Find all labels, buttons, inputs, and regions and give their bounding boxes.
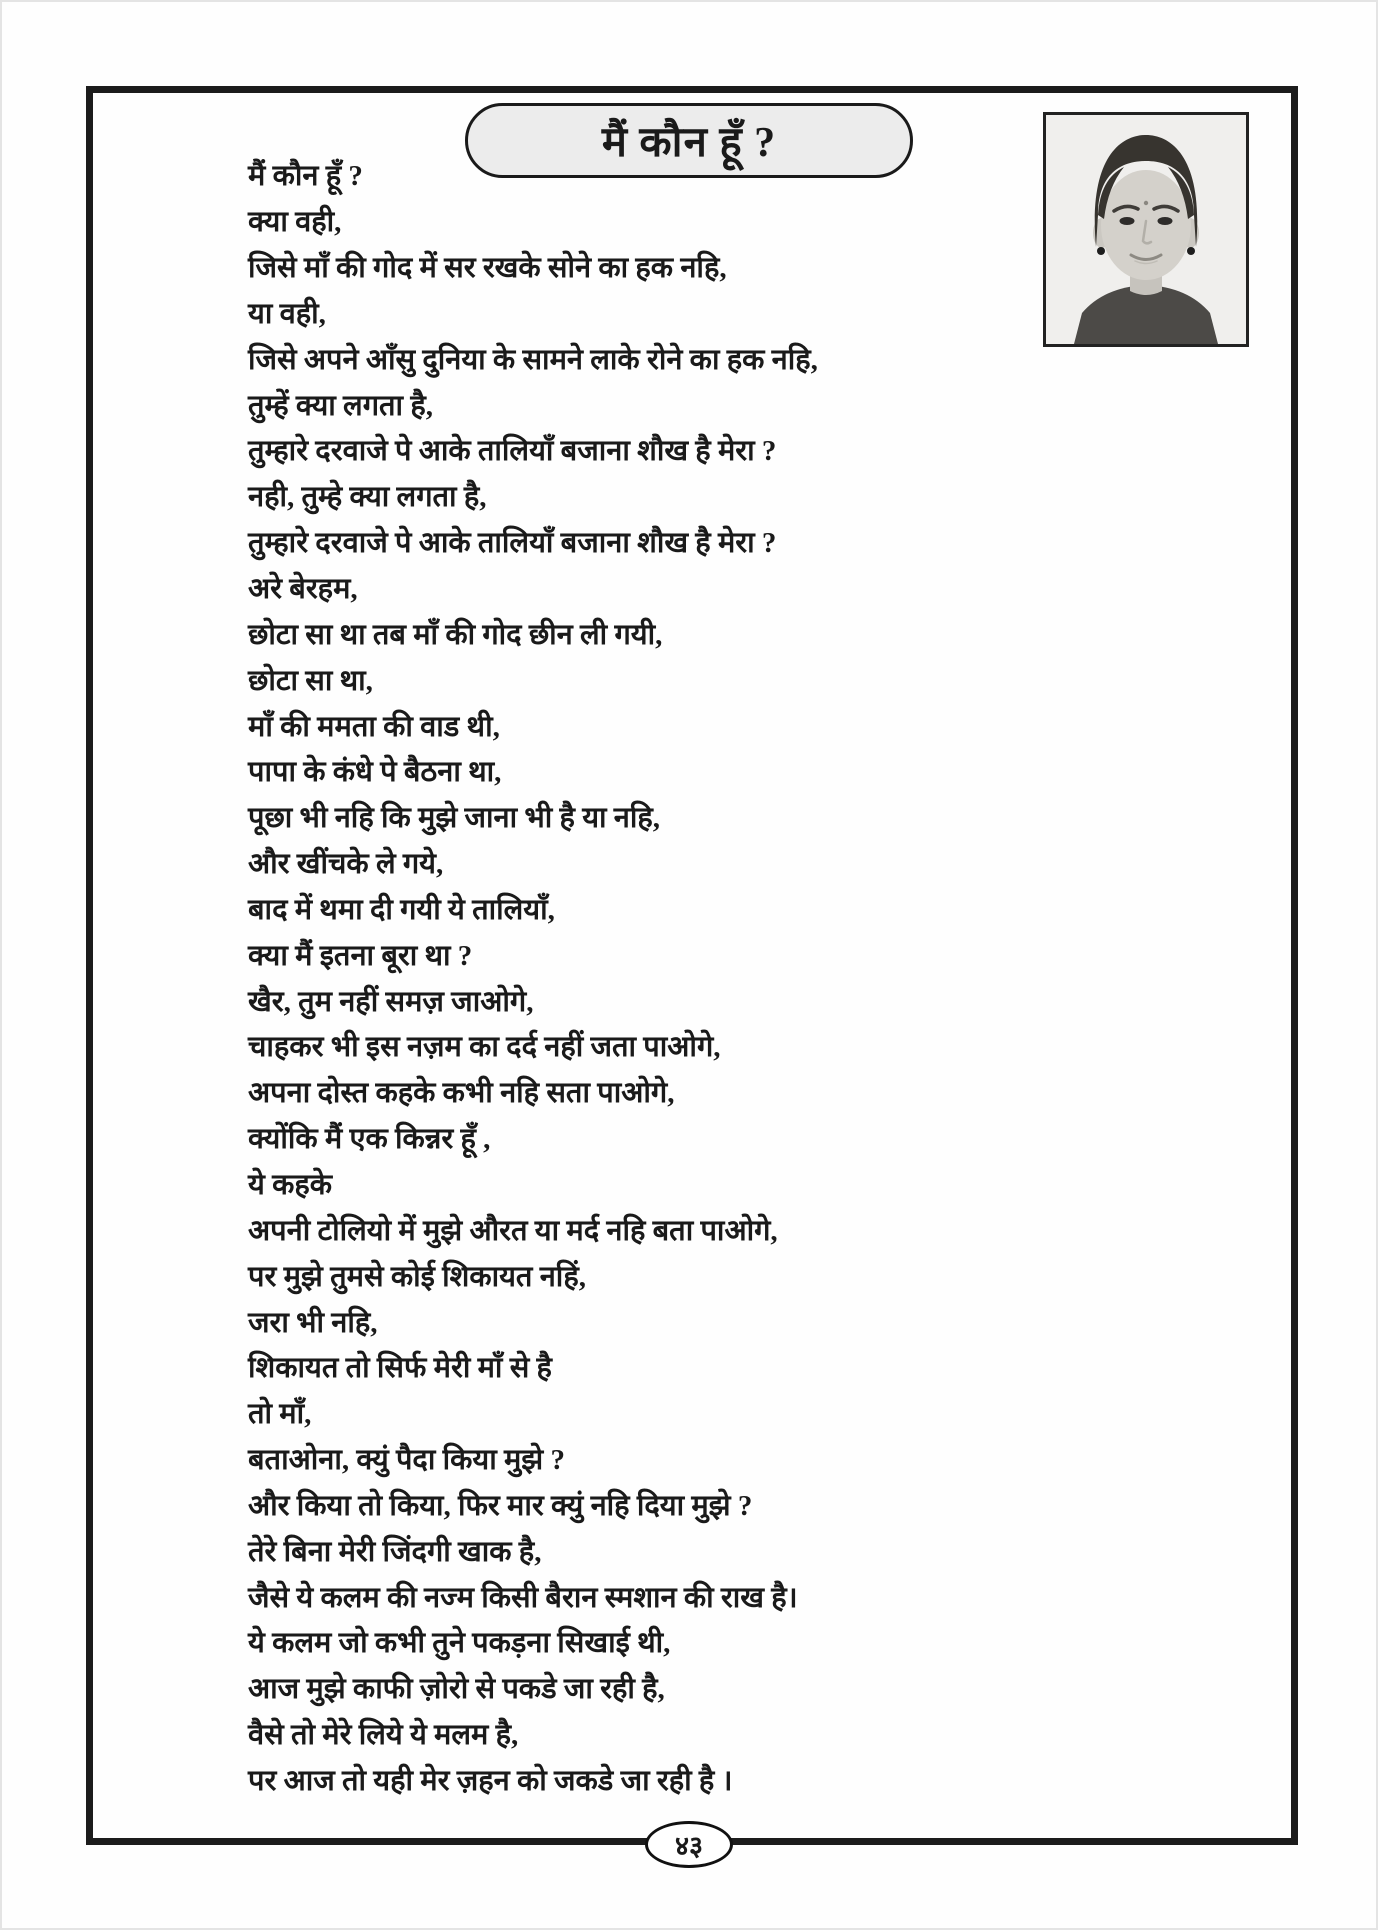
poem-line: जिसे माँ की गोद में सर रखके सोने का हक नहि, <box>248 252 727 285</box>
poem-line: तुम्हारे दरवाजे पे आके तालियाँ बजाना शौख है मेरा ? <box>248 527 777 560</box>
poem-line: नही, तुम्हे क्या लगता है, <box>248 481 487 514</box>
portrait-photo-graphic <box>1046 115 1246 344</box>
poem-line: चाहकर भी इस नज़म का दर्द नहीं जता पाओगे, <box>248 1031 721 1064</box>
poem-line: ये कलम जो कभी तुने पकड़ना सिखाई थी, <box>248 1627 671 1660</box>
poem <box>248 152 1108 1802</box>
poem-line: तो माँ, <box>248 1398 312 1431</box>
poem-line: तुम्हारे दरवाजे पे आके तालियाँ बजाना शौख है मेरा ? <box>248 435 777 468</box>
poem-line: जैसे ये कलम की नज्म किसी बैरान स्मशान की राख है। <box>248 1581 798 1614</box>
poem-line: छोटा सा था तब माँ की गोद छीन ली गयी, <box>248 618 663 651</box>
poem-line: क्योंकि मैं एक किन्नर हूँ , <box>248 1123 491 1156</box>
poem-line: तुम्हें क्या लगता है, <box>248 389 433 422</box>
poem-line: और किया तो किया, फिर मार क्युं नहि दिया मुझे ? <box>248 1489 753 1522</box>
poem-line: जरा भी नहि, <box>248 1306 378 1339</box>
poem-line: शिकायत तो सिर्फ मेरी माँ से है <box>248 1352 552 1385</box>
poem-line: छोटा सा था, <box>248 664 373 697</box>
poem-line: क्या वही, <box>248 206 342 239</box>
poem-line: बताओना, क्युं पैदा किया मुझे ? <box>248 1444 565 1477</box>
poem-line: जिसे अपने आँसु दुनिया के सामने लाके रोने का हक नहि, <box>248 343 818 376</box>
poem-line: पूछा भी नहि कि मुझे जाना भी है या नहि, <box>248 802 661 835</box>
poem-line: या वही, <box>248 297 326 330</box>
poem-line: मैं कौन हूँ ? <box>248 160 363 193</box>
poem-line: बाद में थमा दी गयी ये तालियाँ, <box>248 893 555 926</box>
page-title: मैं कौन हूँ ? <box>601 120 777 166</box>
poem-line: क्या मैं इतना बूरा था ? <box>248 939 473 972</box>
poem-line: माँ की ममता की वाड थी, <box>248 710 500 743</box>
poem-line: ये कहके <box>248 1168 333 1201</box>
poem-line: अरे बेरहम, <box>248 573 358 606</box>
poem-line: और खींचके ले गये, <box>248 848 444 881</box>
poem-line: खैर, तुम नहीं समज़ जाओगे, <box>248 985 534 1018</box>
poem-line: आज मुझे काफी ज़ोरो से पकडे जा रही है, <box>248 1673 665 1706</box>
poem-line: अपनी टोलियो में मुझे औरत या मर्द नहि बता पाओगे, <box>248 1214 778 1247</box>
poem-line: तेरे बिना मेरी जिंदगी खाक है, <box>248 1535 542 1568</box>
page-number-badge <box>645 1821 733 1868</box>
poem-line: पर मुझे तुमसे कोई शिकायत नहिं, <box>248 1260 586 1293</box>
poem-line: वैसे तो मेरे लिये ये मलम है, <box>248 1719 519 1752</box>
title-box <box>465 103 913 178</box>
poem-line: पापा के कंधे पे बैठना था, <box>248 756 502 789</box>
poem-line: पर आज तो यही मेर ज़हन को जकडे जा रही है । <box>248 1764 733 1797</box>
poem-line: अपना दोस्त कहके कभी नहि सता पाओगे, <box>248 1077 675 1110</box>
page-number: ४३ <box>674 1831 704 1861</box>
portrait-photo <box>1043 112 1249 347</box>
